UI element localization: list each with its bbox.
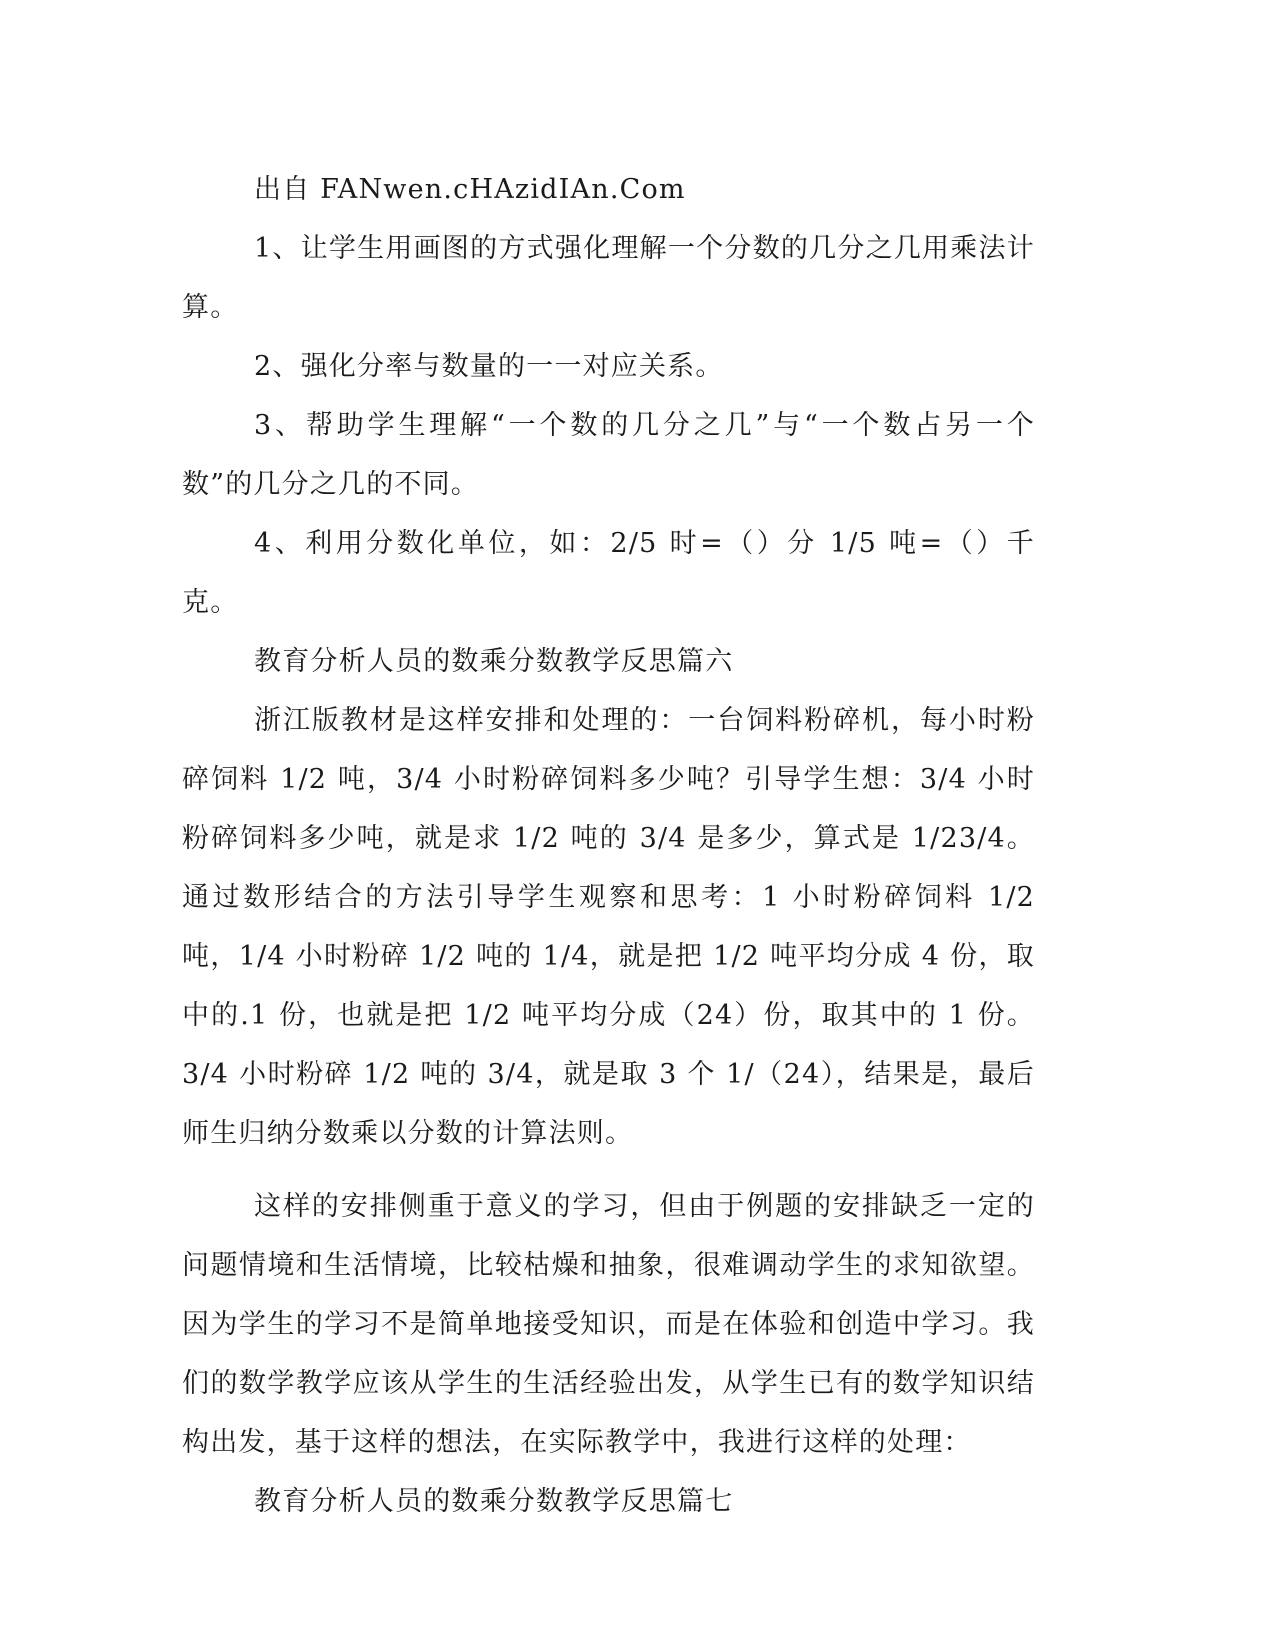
section-heading-6: 教育分析人员的数乘分数教学反思篇六	[254, 646, 734, 677]
body-paragraph-zhejiang: 浙江版教材是这样安排和处理的：一台饲料粉碎机，每小时粉碎饲料 1/2 吨，3/4 小时粉碎饲料多少吨？引导学生想：3/4 小时粉碎饲料多少吨，就是求 1/2 吨的 3/4 是多少，算式是 1/23/4。通过数形结合的方法引导学生观察和思考：1 小时粉碎饲料 1/2 吨，1/4 小时粉碎 1/2 吨的 1/4，就是把 1/2 吨平均分成 4 份，取中的.1 份，也就是把 1/2 吨平均分成（24）份，取其中的 1 份。3/4 小时粉碎 1/2 吨的 3/4，就是取 3 个 1/（24），结果是，最后师生归纳分数乘以分数的计算法则。	[182, 705, 1035, 1149]
paragraph-item-3: 3、帮助学生理解“一个数的几分之几”与“一个数占另一个数”的几分之几的不同。	[182, 410, 1035, 500]
section-heading-7: 教育分析人员的数乘分数教学反思篇七	[254, 1486, 734, 1517]
paragraph-item-4: 4、利用分数化单位，如：2/5 时=（）分 1/5 吨=（）千克。	[182, 528, 1035, 618]
paragraph-item-1: 1、让学生用画图的方式强化理解一个分数的几分之几用乘法计算。	[182, 233, 1035, 323]
source-line: 出自 FANwen.cHAzidIAn.Com	[254, 174, 686, 205]
paragraph-item-2: 2、强化分率与数量的一一对应关系。	[254, 351, 724, 382]
body-paragraph-reflection: 这样的安排侧重于意义的学习，但由于例题的安排缺乏一定的问题情境和生活情境，比较枯燥和抽象，很难调动学生的求知欲望。因为学生的学习不是简单地接受知识，而是在体验和创造中学习。我们的数学教学应该从学生的生活经验出发，从学生已有的数学知识结构出发，基于这样的想法，在实际教学中，我进行这样的处理：	[182, 1191, 1035, 1458]
document-body	[182, 160, 1035, 1531]
